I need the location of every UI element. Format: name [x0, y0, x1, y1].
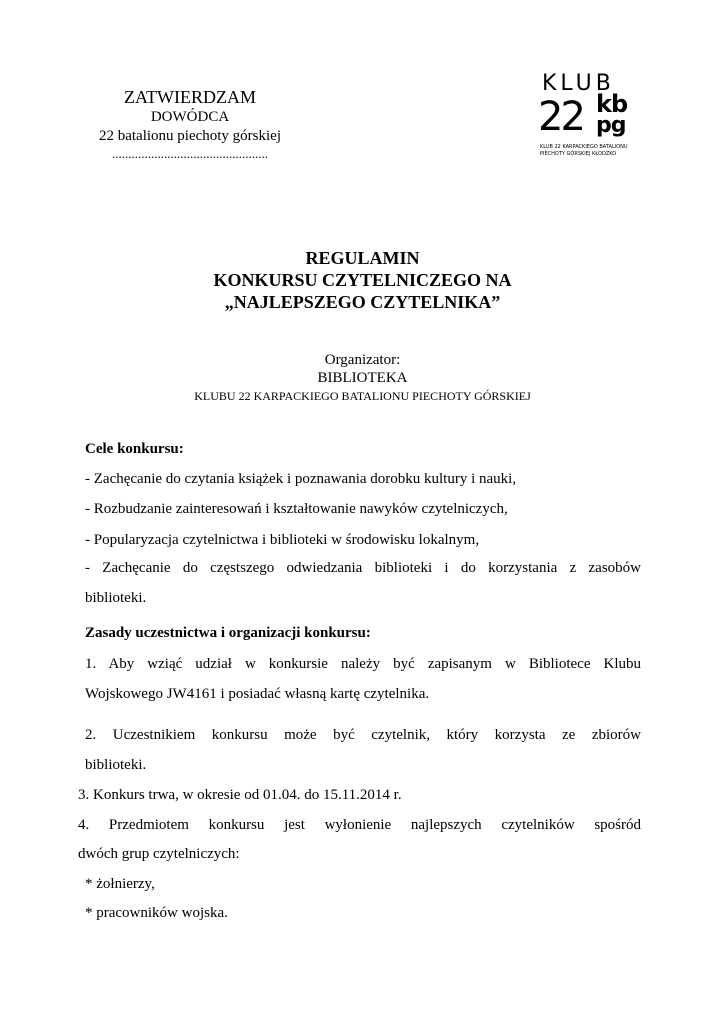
title-line-3: „NAJLEPSZEGO CZYTELNIKA” — [224, 292, 501, 312]
signature-line: ................................................ — [112, 146, 268, 161]
group-civilians: * pracowników wojska. — [85, 905, 228, 921]
rule-1-line-1: 1. Aby wziąć udział w konkursie należy być zapisanym w Bibliotece Klubu — [85, 656, 641, 672]
logo-caption-2: PIECHOTY GÓRSKIEJ KŁODZKO — [540, 151, 617, 157]
title-line-1: REGULAMIN — [305, 248, 420, 268]
logo-mark-top: kb — [596, 90, 628, 118]
approval-unit: 22 batalionu piechoty górskiej — [98, 128, 282, 144]
rule-2-line-2: biblioteki. — [85, 757, 147, 773]
organizer-name: BIBLIOTEKA — [317, 370, 408, 386]
logo-word: KLUB — [542, 71, 615, 96]
club-logo — [532, 68, 652, 158]
rule-3: 3. Konkurs trwa, w okresie od 01.04. do 15.11.2014 r. — [78, 787, 402, 803]
approval-commander: DOWÓDCA — [150, 109, 230, 125]
goal-item-4-cont: biblioteki. — [85, 590, 147, 606]
logo-caption-1: KLUB 22 KARPACKIEGO BATALIONU — [540, 144, 628, 150]
title-line-2: KONKURSU CZYTELNICZEGO NA — [213, 270, 512, 290]
goal-item-1: - Zachęcanie do czytania książek i poznawania dorobku kultury i nauki, — [85, 471, 517, 487]
group-soldiers: * żołnierzy, — [85, 876, 155, 892]
goal-item-2: - Rozbudzanie zainteresowań i kształtowanie nawyków czytelniczych, — [85, 501, 508, 517]
logo-mark-bottom: pg — [596, 113, 626, 138]
approval-title: ZATWIERDZAM — [124, 87, 256, 107]
goal-item-3: - Popularyzacja czytelnictwa i biblioteki w środowisku lokalnym, — [85, 532, 480, 548]
organizer-block — [0, 351, 725, 405]
rules-heading: Zasady uczestnictwa i organizacji konkursu: — [85, 625, 371, 641]
organizer-full: KLUBU 22 KARPACKIEGO BATALIONU PIECHOTY GÓRSKIEJ — [194, 389, 531, 403]
document-title — [0, 247, 725, 313]
goals-heading: Cele konkursu: — [85, 441, 184, 457]
organizer-label: Organizator: — [324, 352, 401, 368]
goal-item-4: - Zachęcanie do częstszego odwiedzania biblioteki i do korzystania z zasobów — [85, 560, 641, 576]
rule-1-line-2: Wojskowego JW4161 i posiadać własną kartę czytelnika. — [85, 686, 430, 702]
rule-2-line-1: 2. Uczestnikiem konkursu może być czytelnik, który korzysta ze zbiorów — [85, 727, 641, 743]
approval-block — [80, 86, 300, 162]
rule-4-line-2: dwóch grup czytelniczych: — [78, 846, 240, 862]
logo-number: 22 — [538, 94, 583, 140]
rule-4-line-1: 4. Przedmiotem konkursu jest wyłonienie najlepszych czytelników spośród — [78, 817, 641, 833]
